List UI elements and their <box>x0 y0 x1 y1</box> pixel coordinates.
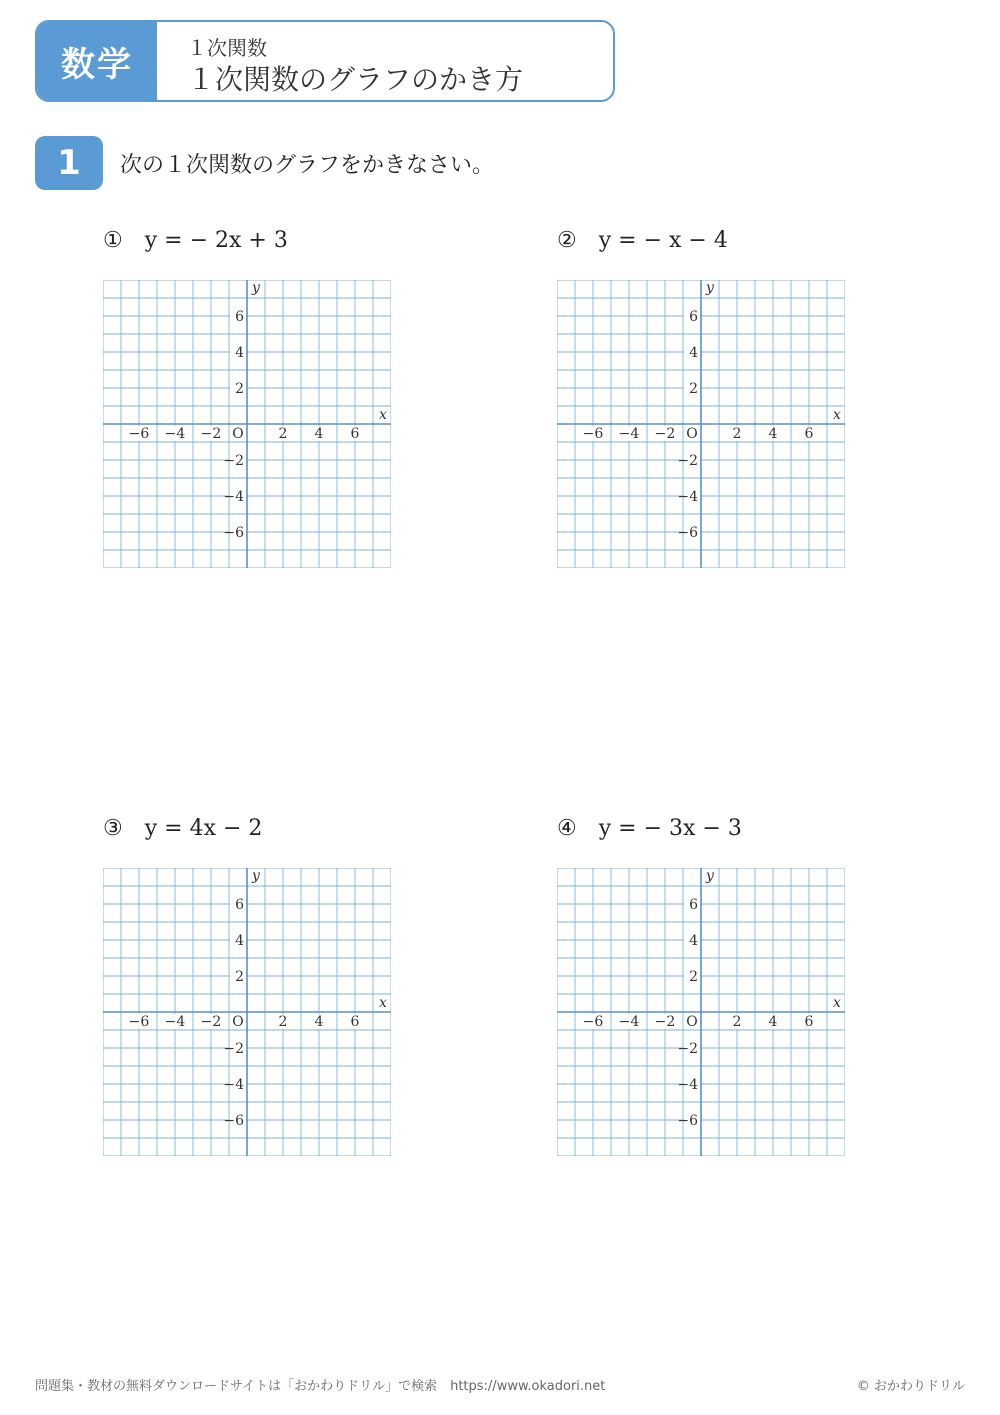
x-tick-label: 2 <box>278 426 288 442</box>
origin-label: O <box>686 1014 698 1030</box>
problem-2 <box>557 228 877 541</box>
y-tick-label: 6 <box>689 897 698 913</box>
footer-site-note: 問題集・教材の無料ダウンロードサイトは「おかわりドリル」で検索 https://www.okadori.net <box>35 1379 606 1394</box>
x-tick-label: 6 <box>804 1014 814 1030</box>
origin-label: O <box>232 1014 244 1030</box>
x-tick-label: −6 <box>582 426 604 442</box>
problem-marker: ① <box>103 228 123 253</box>
problem-marker: ④ <box>557 816 577 841</box>
x-tick-label: −4 <box>164 426 186 442</box>
header-box <box>35 20 615 102</box>
x-tick-label: 4 <box>768 1014 778 1030</box>
y-tick-label: −4 <box>223 489 244 505</box>
y-tick-label: −2 <box>223 453 244 469</box>
coordinate-grid[interactable] <box>103 280 391 568</box>
x-tick-label: 6 <box>350 1014 360 1030</box>
topic-title: １次関数のグラフのかき方 <box>187 63 524 96</box>
y-tick-label: 4 <box>235 345 244 361</box>
coordinate-grid[interactable] <box>557 868 845 1156</box>
x-tick-label: −4 <box>618 426 640 442</box>
x-tick-label: 2 <box>732 1014 742 1030</box>
x-tick-label: 4 <box>314 426 324 442</box>
x-tick-label: −6 <box>128 426 150 442</box>
problem-equation: y = 4x − 2 <box>144 816 263 841</box>
x-axis-label: x <box>379 407 387 423</box>
x-axis-label: x <box>379 995 387 1011</box>
x-tick-label: −2 <box>654 426 676 442</box>
x-tick-label: −6 <box>582 1014 604 1030</box>
x-tick-label: 2 <box>278 1014 288 1030</box>
y-tick-label: 2 <box>235 381 244 397</box>
x-axis-label: x <box>833 995 841 1011</box>
x-tick-label: 4 <box>314 1014 324 1030</box>
y-tick-label: −2 <box>677 453 698 469</box>
y-tick-label: −4 <box>677 1077 698 1093</box>
y-tick-label: −6 <box>677 1113 698 1129</box>
y-tick-label: 6 <box>235 309 244 325</box>
x-tick-label: 2 <box>732 426 742 442</box>
origin-label: O <box>686 426 698 442</box>
y-tick-label: 6 <box>235 897 244 913</box>
y-axis-label: y <box>252 280 260 296</box>
problem-equation: y = − 3x − 3 <box>598 816 742 841</box>
problem-equation: y = − x − 4 <box>598 228 728 253</box>
y-tick-label: 4 <box>689 933 698 949</box>
y-tick-label: 2 <box>689 381 698 397</box>
unit-label: １次関数 <box>187 36 267 60</box>
y-tick-label: −6 <box>223 525 244 541</box>
x-tick-label: −2 <box>200 1014 222 1030</box>
y-axis-label: y <box>706 868 714 884</box>
problem-equation: y = − 2x + 3 <box>144 228 288 253</box>
x-axis-label: x <box>833 407 841 423</box>
problem-4 <box>557 816 877 1129</box>
y-tick-label: −6 <box>223 1113 244 1129</box>
x-tick-label: 6 <box>350 426 360 442</box>
y-tick-label: −6 <box>677 525 698 541</box>
coordinate-grid[interactable] <box>557 280 845 568</box>
x-tick-label: 4 <box>768 426 778 442</box>
x-tick-label: −2 <box>200 426 222 442</box>
y-tick-label: 6 <box>689 309 698 325</box>
y-tick-label: 4 <box>689 345 698 361</box>
question-instruction: 次の１次関数のグラフをかきなさい。 <box>120 153 495 178</box>
y-axis-label: y <box>706 280 714 296</box>
problem-3 <box>103 816 423 1129</box>
y-tick-label: 2 <box>689 969 698 985</box>
problem-label <box>557 816 877 856</box>
subject-tab: 数学 <box>37 22 157 100</box>
problem-1 <box>103 228 423 541</box>
x-tick-label: −4 <box>164 1014 186 1030</box>
problem-label <box>103 228 423 268</box>
question-number-badge: 1 <box>35 136 103 190</box>
coordinate-grid[interactable] <box>103 868 391 1156</box>
problem-label <box>103 816 423 856</box>
x-tick-label: 6 <box>804 426 814 442</box>
y-tick-label: −2 <box>677 1041 698 1057</box>
x-tick-label: −4 <box>618 1014 640 1030</box>
problem-marker: ② <box>557 228 577 253</box>
x-tick-label: −6 <box>128 1014 150 1030</box>
y-axis-label: y <box>252 868 260 884</box>
y-tick-label: −2 <box>223 1041 244 1057</box>
footer-copyright: © おかわりドリル <box>856 1379 965 1394</box>
problem-marker: ③ <box>103 816 123 841</box>
origin-label: O <box>232 426 244 442</box>
y-tick-label: 2 <box>235 969 244 985</box>
y-tick-label: 4 <box>235 933 244 949</box>
problem-label <box>557 228 877 268</box>
y-tick-label: −4 <box>223 1077 244 1093</box>
x-tick-label: −2 <box>654 1014 676 1030</box>
y-tick-label: −4 <box>677 489 698 505</box>
